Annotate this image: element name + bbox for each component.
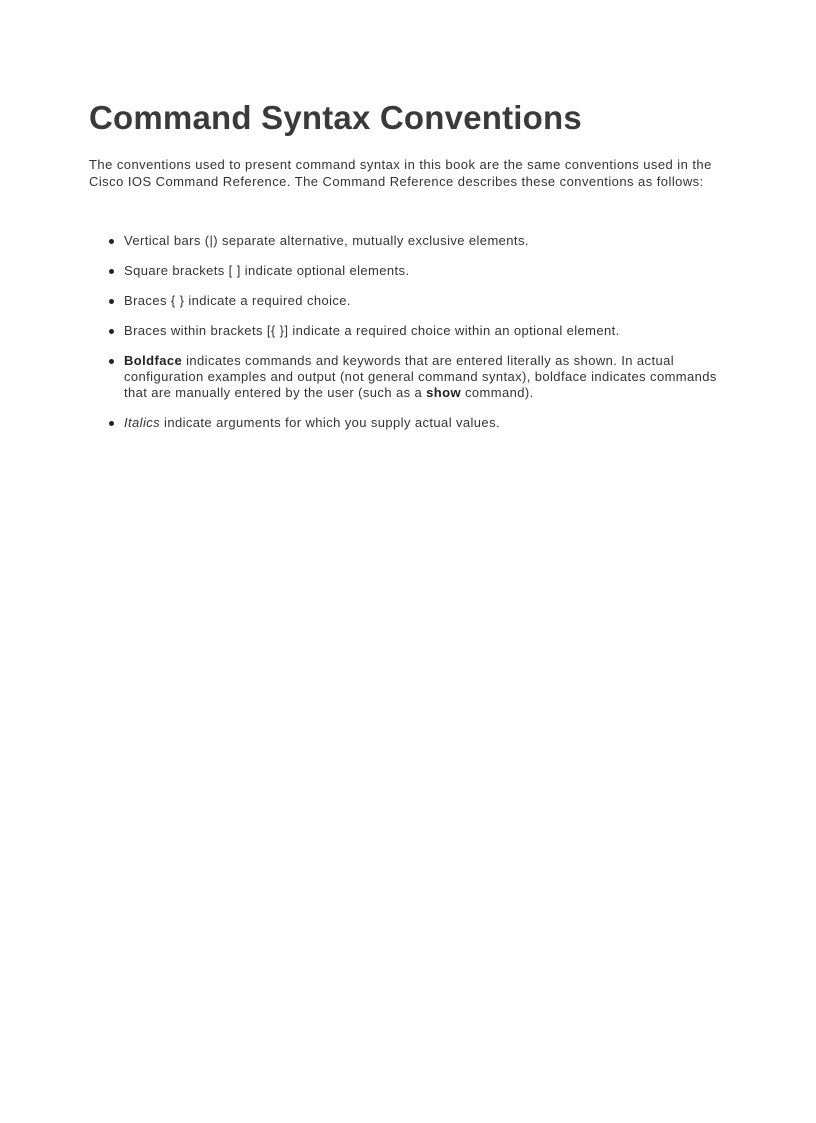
list-item <box>89 263 739 279</box>
list-item <box>89 323 739 339</box>
page-title: Command Syntax Conventions <box>89 99 582 136</box>
show-command: show <box>426 385 461 400</box>
list-item <box>89 415 739 431</box>
intro-paragraph: The conventions used to present command syntax in this book are the same conventions used in the Cisco IOS Command Reference. The Command Reference describes these conventions as follows: <box>89 157 712 189</box>
list-item-text: indicate arguments for which you supply actual values. <box>160 415 500 430</box>
list-item-text: command). <box>460 385 534 400</box>
bullet-icon <box>109 239 114 244</box>
list-item <box>89 293 739 309</box>
list-item-text: Square brackets [ ] indicate optional elements. <box>124 263 410 278</box>
list-item-text: indicates commands and keywords that are entered literally as shown. In actual configuration examples and output (not general command syntax), boldface indicates commands that are manually entered by the user (such as a <box>124 353 717 400</box>
bullet-icon <box>109 359 114 364</box>
bullet-icon <box>109 421 114 426</box>
list-item-text: Braces { } indicate a required choice. <box>124 293 351 308</box>
list-item-text: Vertical bars (|) separate alternative, mutually exclusive elements. <box>124 233 529 248</box>
italics-term: Italics <box>124 415 161 430</box>
list-item <box>89 233 739 249</box>
bullet-icon <box>109 329 114 334</box>
bullet-icon <box>109 269 114 274</box>
boldface-term: Boldface <box>124 353 183 368</box>
list-item-text: Braces within brackets [{ }] indicate a required choice within an optional element. <box>124 323 620 338</box>
bullet-icon <box>109 299 114 304</box>
conventions-list <box>89 233 739 445</box>
list-item <box>89 353 739 401</box>
